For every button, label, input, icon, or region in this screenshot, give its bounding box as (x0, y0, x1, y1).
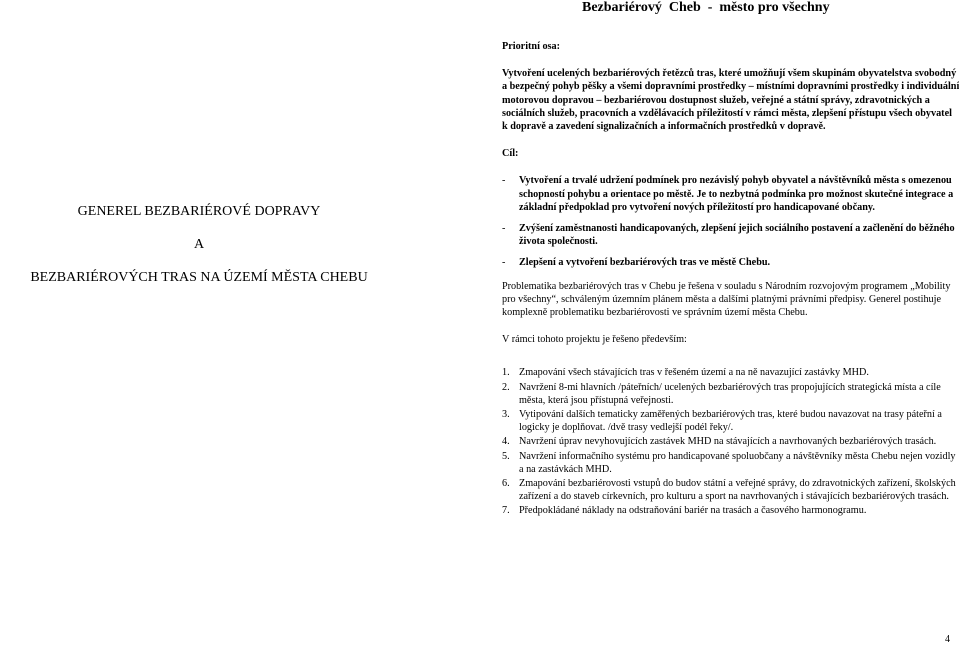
document-title-line-2: A (193, 237, 205, 252)
task-list (502, 366, 959, 517)
content-column (502, 40, 959, 519)
list-number: 4. (502, 436, 510, 448)
goal-item (502, 222, 959, 248)
list-number: 1. (502, 367, 510, 379)
goal-label: Cíl: (502, 148, 519, 160)
goal-item (502, 174, 959, 214)
list-number: 7. (502, 505, 510, 517)
list-item (502, 366, 959, 379)
list-item (502, 504, 959, 517)
goal-item (502, 256, 959, 269)
document-title-line-3: BEZBARIÉROVÝCH TRAS NA ÚZEMÍ MĚSTA CHEBU (30, 270, 368, 285)
list-number: 3. (502, 409, 510, 421)
goal-bullet: - (502, 223, 506, 235)
goal-text: Zlepšení a vytvoření bezbariérových tras ve městě Chebu. (519, 257, 771, 269)
page-title: Bezbariérový Cheb - město pro všechny (582, 0, 830, 15)
list-item (502, 450, 959, 476)
intro-paragraph: Problematika bezbariérových tras v Chebu je řešena v souladu s Národním rozvojovým programem „Mobility pro všechny“, schváleným územním plánem města a dalšími platnými právními předpisy. Generel postihuje komplexně problematiku bezbariérovosti ve správním území města Chebu. (502, 280, 951, 319)
list-text: Navržení informačního systému pro handicapované spoluobčany a návštěvníky města Chebu nejen vozidly a na zastávkách MHD. (519, 450, 956, 475)
goal-text: Vytvoření a trvalé udržení podmínek pro nezávislý pohyb obyvatel a návštěvníků města s omezenou schopností pohybu a orientace po městě. Je to nezbytná podmínka pro možnost skutečné integrace a základní předpoklad pro vytvoření nových příležitostí pro handicapované občany. (519, 175, 954, 213)
list-item (502, 435, 959, 448)
document-title-line-1: GENEREL BEZBARIÉROVÉ DOPRAVY (77, 204, 321, 219)
list-item (502, 408, 959, 434)
list-item (502, 381, 959, 407)
goal-text: Zvýšení zaměstnanosti handicapovaných, zlepšení jejich sociálního postavení a začlenění do běžného života společnosti. (519, 223, 955, 248)
list-number: 2. (502, 381, 510, 393)
goal-bullet: - (502, 257, 506, 269)
list-text: Předpokládané náklady na odstraňování bariér na trasách a časového harmonogramu. (519, 505, 867, 517)
list-text: Zmapování bezbariérovosti vstupů do budov státní a veřejné správy, do zdravotnických zařízení, školských zařízení a do staveb církevních, pro kulturu a sport na navrhovaných i stávajících bezbariérových trasách. (519, 478, 956, 503)
document-title (0, 204, 398, 286)
list-number: 5. (502, 450, 510, 462)
priority-text: Vytvoření ucelených bezbariérových řetězců tras, které umožňují všem skupinám obyvatelstva svobodný a bezpečný pohyb pěšky a všemi dopravními prostředky – místními dopravními prostředky i individuální motorovou dopravou – bezbariérovou dostupnost služeb, veřejné a státní správy, zdravotnických a sociálních služeb, pracovních a vzdělávacích příležitostí v rámci města, zlepšení přístupu všech obyvatel k dopravě a zavedení signalizačních a informačních prostředků v dopravě. (502, 68, 959, 133)
list-intro: V rámci tohoto projektu je řešeno především: (502, 334, 687, 346)
goal-bullet: - (502, 175, 506, 187)
list-text: Navržení 8-mi hlavních /páteřních/ ucelených bezbariérových tras propojujících strategická místa a cíle města, která jsou přístupná veřejnosti. (519, 381, 941, 406)
goal-list (502, 174, 959, 269)
list-text: Navržení úprav nevyhovujících zastávek MHD na stávajících a navrhovaných bezbariérových trasách. (519, 436, 937, 448)
list-text: Vytipování dalších tematicky zaměřených bezbariérových tras, které budou navazovat na trasy páteřní a logicky je doplňovat. /dvě trasy vedlejší podél řeky/. (519, 409, 942, 434)
list-text: Zmapování všech stávajících tras v řešeném území a na ně navazující zastávky MHD. (519, 367, 869, 379)
list-item (502, 477, 959, 503)
priority-label: Prioritní osa: (502, 41, 561, 52)
page-number: 4 (945, 634, 950, 645)
list-number: 6. (502, 478, 510, 490)
